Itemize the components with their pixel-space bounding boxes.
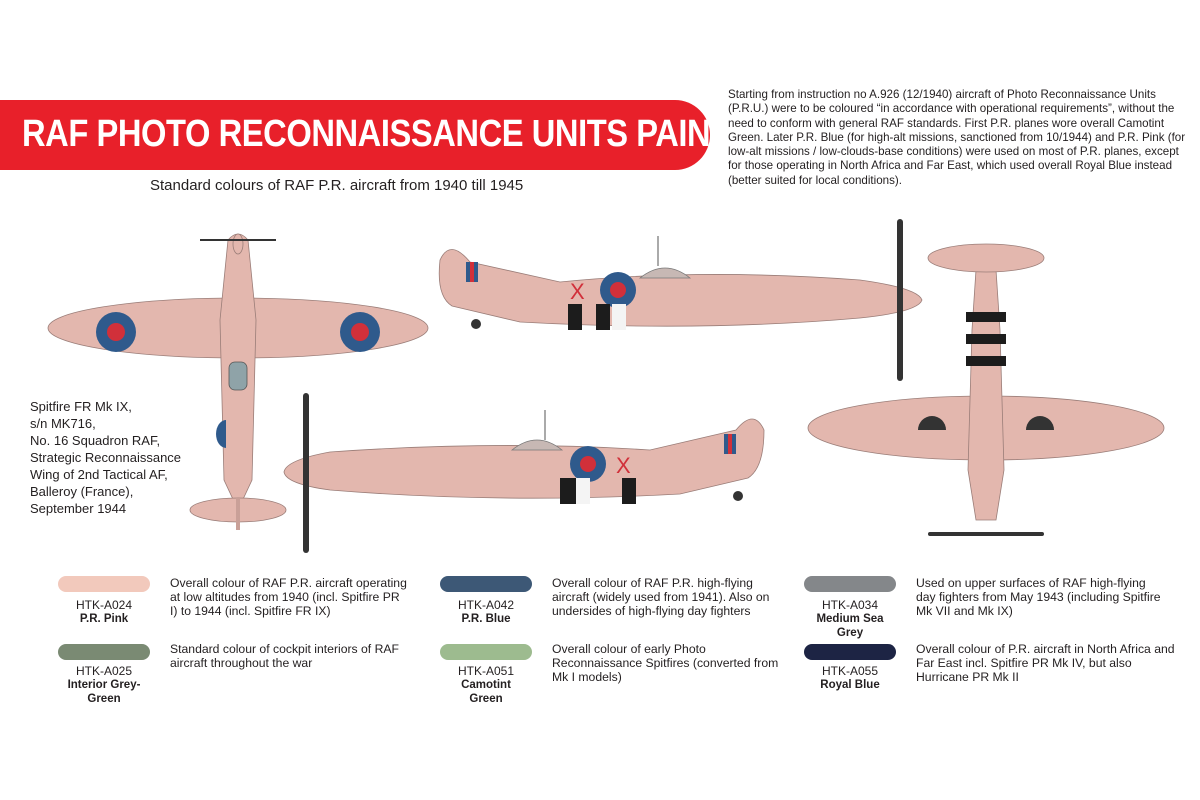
paint-name: Interior Grey-Green xyxy=(67,679,141,705)
caption-line: No. 16 Squadron RAF, xyxy=(30,433,161,448)
paint-description: Overall colour of early Photo Reconnaissance Spitfires (converted from Mk I models) xyxy=(552,642,779,685)
swatch-chip xyxy=(804,644,896,660)
caption-line: s/n MK716, xyxy=(30,416,96,431)
paint-code: HTK-A055 xyxy=(821,664,879,678)
caption-line: Spitfire FR Mk IX, xyxy=(30,399,132,414)
caption-line: Wing of 2nd Tactical AF, xyxy=(30,467,168,482)
caption-line: Balleroy (France), xyxy=(30,484,134,499)
paint-name: P.R. Pink xyxy=(79,613,129,625)
paint-description: Standard colour of cockpit interiors of RAF aircraft throughout the war xyxy=(170,642,399,671)
paint-name: Camotint Green xyxy=(461,679,511,705)
paint-label xyxy=(790,598,910,640)
paint-code: HTK-A051 xyxy=(457,664,515,678)
paint-name: P.R. Blue xyxy=(461,613,511,625)
paint-code: HTK-A024 xyxy=(75,598,133,612)
caption-line: September 1944 xyxy=(30,501,127,516)
paint-code: HTK-A034 xyxy=(821,598,879,612)
svg-text:X: X xyxy=(616,453,631,478)
spitfire-side-view-left xyxy=(284,396,764,550)
paint-name: Royal Blue xyxy=(820,679,880,691)
paint-description: Used on upper surfaces of RAF high-flying day fighters from May 1943 (including Spitfire Mk VII and Mk IX) xyxy=(916,576,1161,619)
svg-text:X: X xyxy=(570,279,585,304)
spitfire-side-view-right xyxy=(439,222,922,378)
paint-label xyxy=(426,664,546,706)
swatch-chip xyxy=(804,576,896,592)
paint-code: HTK-A042 xyxy=(457,598,515,612)
swatch-chip xyxy=(440,576,532,592)
swatch-chip xyxy=(440,644,532,660)
swatch-chip xyxy=(58,644,150,660)
caption-line: Strategic Reconnaissance xyxy=(30,450,182,465)
intro-paragraph: Starting from instruction no A.926 (12/1940) aircraft of Photo Reconnaissance Units (P.R.U.) were to be coloured “in accordance with operational requirements”, without the need to conform with general RAF standards. First P.R. planes wore overall Camotint Green. Later P.R. Blue (for high-alt missions, sanctioned from 10/1944) and P.R. Pink (for low-alt missions / low-clouds-base conditions) were used on most of P.R. planes, except for those operating in North Africa and Far East, which used overall Royal Blue instead (better suited for local conditions). xyxy=(728,88,1186,187)
paint-description: Overall colour of P.R. aircraft in North Africa and Far East incl. Spitfire PR Mk IV, but also Hurricane PR Mk II xyxy=(916,642,1175,685)
paint-label xyxy=(426,598,546,626)
page-title: RAF PHOTO RECONNAISSANCE UNITS PAINT SET xyxy=(22,113,801,155)
paint-name: Medium Sea Grey xyxy=(816,613,884,639)
paint-code: HTK-A025 xyxy=(75,664,133,678)
paint-label xyxy=(790,664,910,692)
page-subtitle: Standard colours of RAF P.R. aircraft from 1940 till 1945 xyxy=(150,177,524,194)
paint-label xyxy=(44,664,164,706)
paint-label xyxy=(44,598,164,626)
swatch-chip xyxy=(58,576,150,592)
paint-description: Overall colour of RAF P.R. high-flying aircraft (widely used from 1941). Also on undersides of high-flying day fighters xyxy=(552,576,770,619)
paint-description: Overall colour of RAF P.R. aircraft operating at low altitudes from 1940 (incl. Spitfire PR I) to 1944 (incl. Spitfire FR IX) xyxy=(170,576,407,619)
